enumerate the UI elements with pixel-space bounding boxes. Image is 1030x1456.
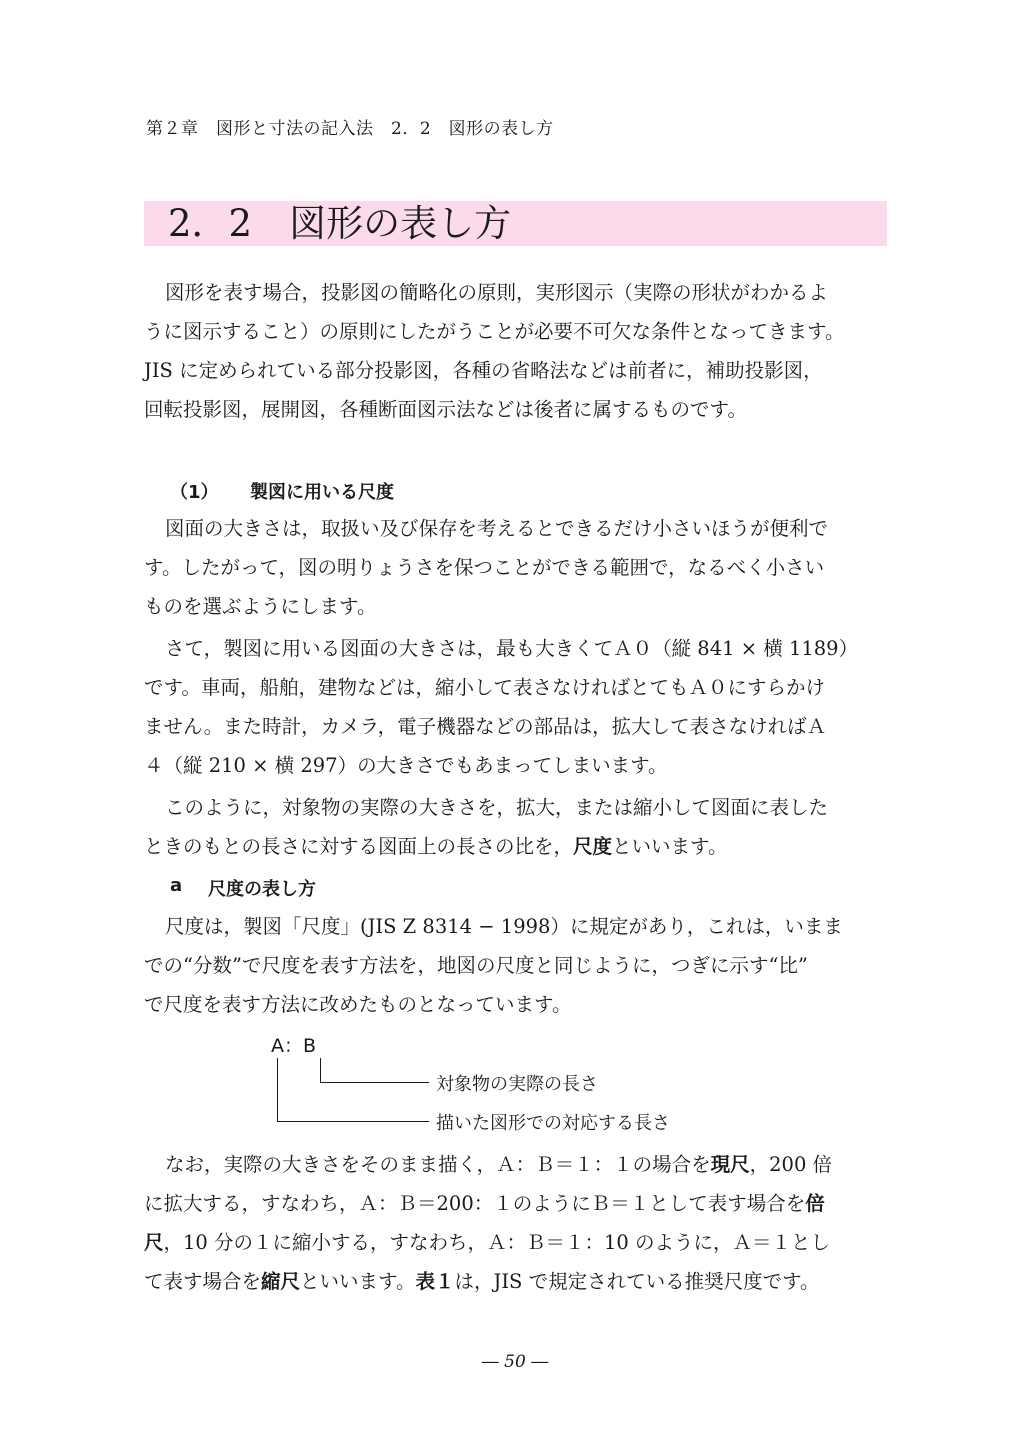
text-line: での“分数”で尺度を表す方法を，地図の尺度と同じように，つぎに示す“比”: [144, 954, 808, 977]
table-reference: 表１: [415, 1270, 455, 1293]
term-full-scale: 現尺: [710, 1153, 750, 1176]
running-head: 第２章 図形と寸法の記入法 2．2 図形の表し方: [146, 119, 554, 139]
subheading-title: 尺度の表し方: [208, 879, 316, 900]
text-line: [144, 1262, 904, 1301]
text-run: といいます。: [612, 835, 728, 858]
text-line: ものを選ぶようにします。: [144, 595, 377, 618]
scale-paragraph-3: [144, 788, 904, 866]
text-run: に拡大する，すなわち，Ａ：Ｂ＝200：１のようにＢ＝１として表す場合を: [144, 1192, 806, 1215]
text-line: [144, 1145, 904, 1184]
label-drawn-length: 描いた図形での対応する長さ: [436, 1113, 670, 1134]
label-actual-length: 対象物の実際の長さ: [436, 1074, 598, 1095]
text-line: さて，製図に用いる図面の大きさは，最も大きくてＡ０（縦 841 × 横 1189）: [165, 637, 859, 660]
term-reduction-scale: 縮尺: [261, 1270, 301, 1293]
ratio-notation: A：B: [271, 1035, 317, 1057]
text-line: です。車両，船舶，建物などは，縮小して表さなければとてもＡ０にすらかけ: [144, 676, 825, 699]
text-run: ，10 分の１に縮小する，すなわち，Ａ：Ｂ＝１：10 のように，Ａ＝１とし: [163, 1231, 831, 1254]
subsection-number: （1）: [170, 482, 219, 503]
subsection-title: 製図に用いる尺度: [250, 482, 394, 503]
text-run: ときのもとの長さに対する図面上の長さの比を，: [144, 835, 574, 858]
scale-paragraph-1: [144, 509, 904, 626]
text-line: 図形を表す場合，投影図の簡略化の原則，実形図示（実際の形状がわかるよ: [165, 281, 829, 304]
text-run: なお，実際の大きさをそのまま描く，Ａ：Ｂ＝１：１の場合を: [165, 1153, 711, 1176]
text-line: [144, 827, 904, 866]
text-line: [144, 1184, 904, 1223]
text-line: ４（縦 210 × 横 297）の大きさでもあまってしまいます。: [144, 754, 668, 777]
text-line: JIS に定められている部分投影図，各種の省略法などは前者に，補助投影図，: [144, 359, 823, 382]
leader-line-a: [277, 1058, 429, 1122]
text-line: 回転投影図，展開図，各種断面図示法などは後者に属するものです。: [144, 398, 747, 421]
text-line: 尺度は，製図「尺度」(JIS Z 8314 − 1998）に規定があり，これは，いまま: [165, 915, 843, 938]
scale-notation-paragraph: [144, 907, 904, 1024]
text-line: ません。また時計，カメラ，電子機器などの部品は，拡大して表さなければＡ: [144, 715, 827, 738]
text-line: で尺度を表す方法に改めたものとなっています。: [144, 993, 572, 1016]
scale-paragraph-2: [144, 629, 904, 785]
text-line: 図面の大きさは，取扱い及び保存を考えるとできるだけ小さいほうが便利で: [165, 517, 829, 540]
term-enlargement-scale-part2: 尺: [144, 1231, 164, 1254]
intro-paragraph: [144, 273, 904, 429]
text-line: す。したがって，図の明りょうさを保つことができる範囲で，なるべく小さい: [144, 556, 825, 579]
text-run: ，200 倍: [749, 1153, 833, 1176]
term-enlargement-scale-part1: 倍: [805, 1192, 825, 1215]
text-line: [144, 1223, 904, 1262]
scale-types-paragraph: [144, 1145, 904, 1301]
text-run: といいます。: [300, 1270, 416, 1293]
term-scale: 尺度: [573, 835, 613, 858]
page-number: ― 50 ―: [481, 1352, 549, 1372]
text-run: は，JIS で規定されている推奨尺度です。: [454, 1270, 820, 1293]
subheading-letter: a: [170, 875, 183, 896]
section-title: 2．2 図形の表し方: [168, 202, 512, 245]
text-line: このように，対象物の実際の大きさを，拡大，または縮小して図面に表した: [165, 796, 829, 819]
text-line: うに図示すること）の原則にしたがうことが必要不可欠な条件となってきます。: [144, 320, 845, 343]
text-run: て表す場合を: [144, 1270, 262, 1293]
